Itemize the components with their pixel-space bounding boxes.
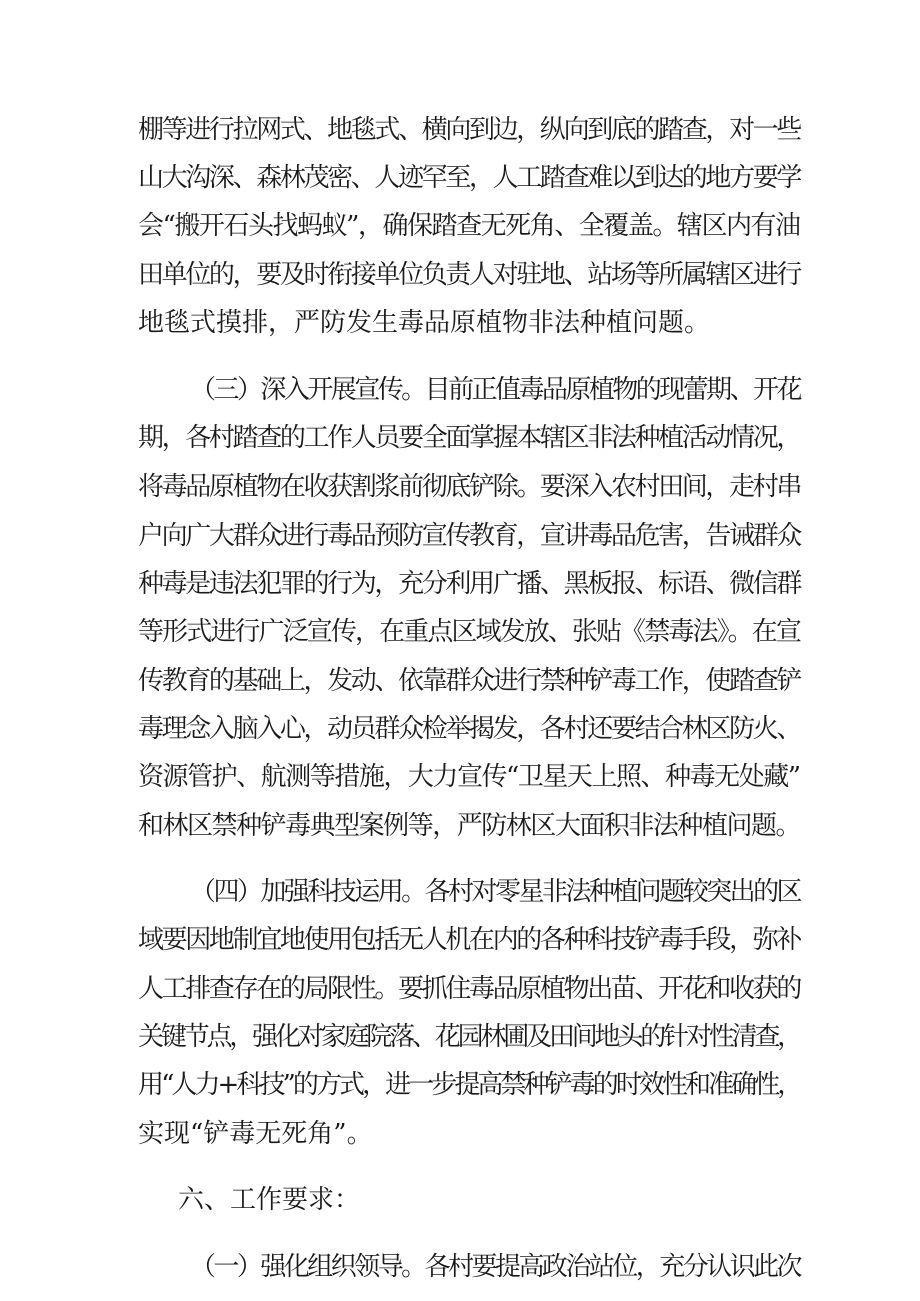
text-line: 户向广大群众进行毒品预防宣传教育，宣讲毒品危害，告诫群众 <box>138 521 801 551</box>
text-line: 棚等进行拉网式、地毯式、横向到边，纵向到底的踏查，对一些 <box>138 115 801 145</box>
text-line: 用“人力+科技”的方式，进一步提高禁种铲毒的时效性和准确性， <box>138 1070 801 1100</box>
text-line: 和林区禁种铲毒典型案例等，严防林区大面积非法种植问题。 <box>138 811 801 841</box>
text-line: （一）强化组织领导。各村要提高政治站位，充分认识此次 <box>190 1252 801 1282</box>
text-line: 实现“铲毒无死角”。 <box>138 1119 373 1149</box>
text-line: 期，各村踏查的工作人员要全面掌握本辖区非法种植活动情况， <box>138 423 801 453</box>
text-line: （三）深入开展宣传。目前正值毒品原植物的现蕾期、开花 <box>190 375 801 405</box>
text-line: （四）加强科技运用。各村对零星非法种植问题较突出的区 <box>190 877 801 907</box>
text-line: 传教育的基础上，发动、依靠群众进行禁种铲毒工作，使踏查铲 <box>138 666 801 696</box>
text-line: 人工排查存在的局限性。要抓住毒品原植物出苗、开花和收获的 <box>138 974 801 1004</box>
text-line: 域要因地制宜地使用包括无人机在内的各种科技铲毒手段，弥补 <box>138 925 801 955</box>
section-heading-text: 六、工作要求： <box>178 1185 361 1215</box>
text-line: 田单位的，要及时衔接单位负责人对驻地、站场等所属辖区进行 <box>138 260 801 290</box>
text-line: 将毒品原植物在收获割浆前彻底铲除。要深入农村田间，走村串 <box>138 472 801 502</box>
text-line: 资源管护、航测等措施，大力宣传“卫星天上照、种毒无处藏” <box>138 762 800 792</box>
text-line: 地毯式摸排，严防发生毒品原植物非法种植问题。 <box>138 308 711 338</box>
text-line: 关键节点，强化对家庭院落、花园林圃及田间地头的针对性清查， <box>138 1022 801 1052</box>
text-line: 毒理念入脑入心，动员群众检举揭发，各村还要结合林区防火、 <box>138 714 801 744</box>
text-line: 山大沟深、森林茂密、人迹罕至，人工踏查难以到达的地方要学 <box>138 163 801 193</box>
text-line: 种毒是违法犯罪的行为，充分利用广播、黑板报、标语、微信群 <box>138 569 801 599</box>
text-line: 等形式进行广泛宣传，在重点区域发放、张贴《禁毒法》。在宣 <box>138 617 801 647</box>
text-line: 会“搬开石头找蚂蚁”，确保踏查无死角、全覆盖。辖区内有油 <box>138 211 800 241</box>
